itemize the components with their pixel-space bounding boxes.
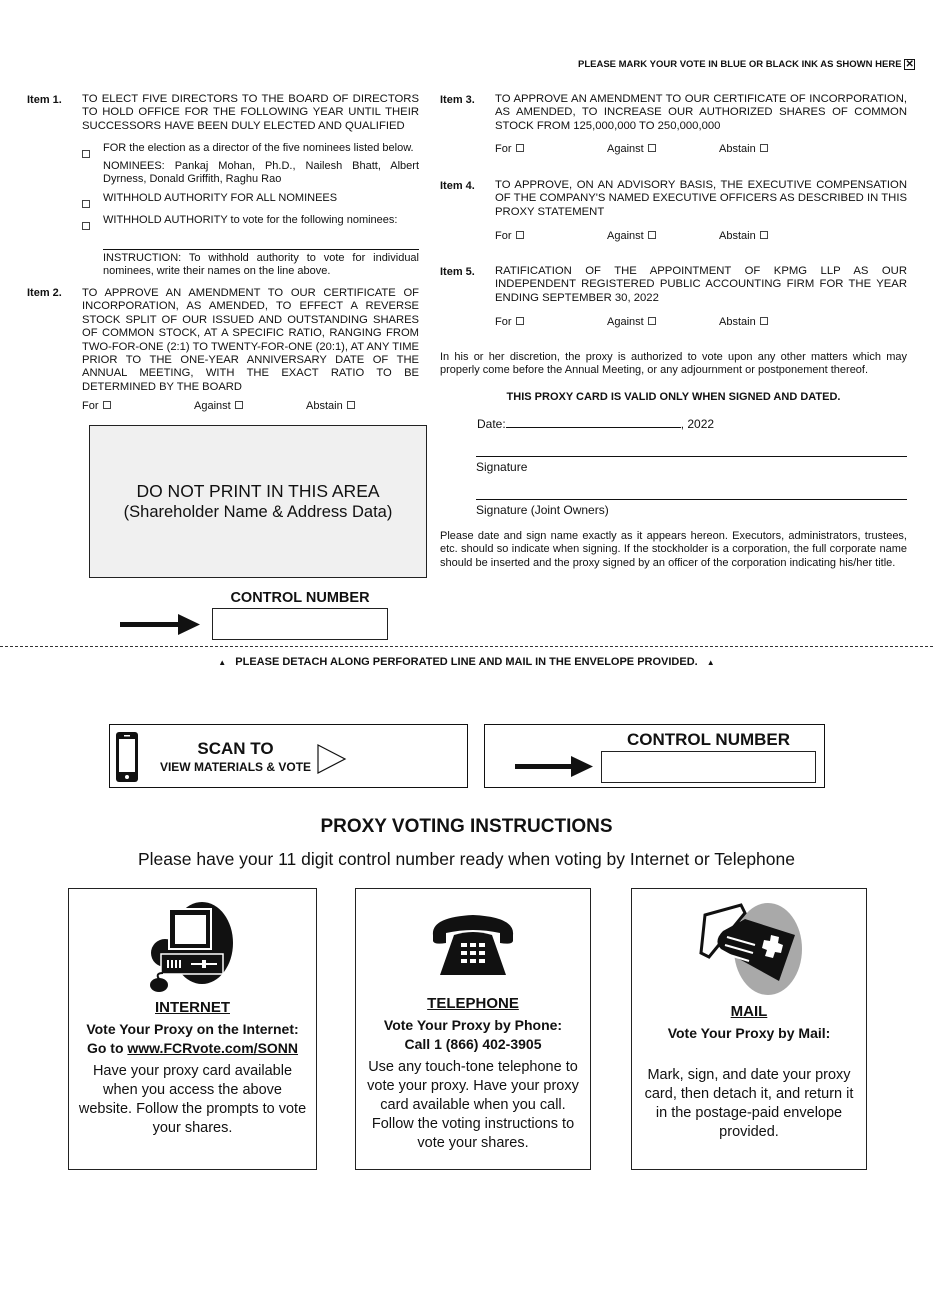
item-1-withhold-all-label: WITHHOLD AUTHORITY FOR ALL NOMINEES — [103, 192, 338, 204]
date-year: , 2022 — [680, 417, 715, 431]
signature-label: Signature — [476, 460, 528, 474]
instructions-subtitle: Please have your 11 digit control number ready when voting by Internet or Telephone — [138, 849, 795, 869]
item-4-for[interactable]: For — [495, 230, 524, 242]
internet-heading: INTERNET — [155, 999, 230, 1016]
arrow-right-icon — [515, 756, 595, 778]
item-2-against[interactable]: Against — [194, 400, 243, 412]
mail-heading: MAIL — [730, 1003, 768, 1020]
joint-signature-label: Signature (Joint Owners) — [476, 503, 609, 517]
telephone-subheading — [356, 1016, 590, 1054]
item-4-text: TO APPROVE, ON AN ADVISORY BASIS, THE EXECUTIVE COMPENSATION OF THE COMPANY'S NAMED EXECUTIVE OFFICERS AS DESCRIBED IN THIS PROXY STATEMENT — [495, 179, 907, 218]
internet-voting-link[interactable]: www.FCRvote.com/SONN — [127, 1040, 299, 1056]
item-1-withhold-some-checkbox[interactable] — [82, 217, 90, 235]
signature-line[interactable] — [476, 456, 907, 457]
mark-example-icon: ✕ — [905, 59, 914, 70]
item-2-for[interactable]: For — [82, 400, 111, 412]
address-area-subtitle: (Shareholder Name & Address Data) — [123, 503, 393, 521]
telephone-heading: TELEPHONE — [427, 995, 519, 1012]
mail-icon — [693, 897, 805, 997]
item-1-for-checkbox[interactable] — [82, 145, 90, 163]
item-3-label: Item 3. — [440, 94, 475, 106]
up-arrow-icon: ▲ — [706, 658, 715, 667]
joint-signature-line[interactable] — [476, 499, 907, 500]
item-3-abstain[interactable]: Abstain — [719, 143, 768, 155]
item-1-instruction: INSTRUCTION: To withhold authority to vote for individual nominees, write their names on the line above. — [103, 252, 419, 278]
scan-title: SCAN TO — [197, 739, 274, 758]
play-triangle-icon — [317, 744, 347, 774]
telephone-line1: Vote Your Proxy by Phone: — [383, 1017, 563, 1033]
item-5-against[interactable]: Against — [607, 316, 656, 328]
valid-notice: THIS PROXY CARD IS VALID ONLY WHEN SIGNED AND DATED. — [506, 391, 841, 403]
item-1-text: TO ELECT FIVE DIRECTORS TO THE BOARD OF DIRECTORS TO HOLD OFFICE FOR THE FOLLOWING YEAR UNTIL THEIR SUCCESSORS HAVE BEEN DULY ELECTED AND QUALIFIED — [82, 93, 419, 132]
internet-line2: Go to www.FCRvote.com/SONN — [86, 1040, 299, 1056]
control-number-label-bottom: CONTROL NUMBER — [626, 730, 791, 749]
sign-instructions: Please date and sign name exactly as it appears hereon. Executors, administrators, trustees, etc. should so indicate when signing. If the stockholder is a corporation, the full corporate name should be inserted and the proxy signed by an officer of the corporation indicating his/her title. — [440, 530, 907, 569]
control-number-box — [484, 724, 825, 788]
item-3-against[interactable]: Against — [607, 143, 656, 155]
scan-box[interactable] — [109, 724, 468, 788]
item-2-text: TO APPROVE AN AMENDMENT TO OUR CERTIFICATE OF INCORPORATION, AS AMENDED, TO EFFECT A REVERSE STOCK SPLIT OF OUR ISSUED AND OUTSTANDING SHARES OF COMMON STOCK, AT A SPECIFIC RATIO, RANGING FROM TWO-FOR-ONE (2:1) TO TWENTY-FOR-ONE (20:1), AT ANY TIME PRIOR TO THE ONE-YEAR ANNIVERSARY DATE OF THE ANNUAL MEETING, WITH THE EXACT RATIO TO BE DETERMINED BY THE BOARD — [82, 287, 419, 393]
item-1-withhold-some-label: WITHHOLD AUTHORITY to vote for the following nominees: — [103, 214, 398, 226]
item-5-abstain[interactable]: Abstain — [719, 316, 768, 328]
item-5-label: Item 5. — [440, 266, 475, 278]
address-area — [89, 425, 427, 578]
telephone-card — [355, 888, 591, 1170]
item-2-abstain[interactable]: Abstain — [306, 400, 355, 412]
discretion-text: In his or her discretion, the proxy is authorized to vote upon any other matters which may properly come before the Annual Meeting, or any adjournment or postponement thereof. — [440, 351, 907, 377]
telephone-icon — [430, 911, 516, 981]
mail-subheading: Vote Your Proxy by Mail: — [667, 1025, 831, 1041]
arrow-right-icon — [120, 614, 202, 636]
control-number-field-top[interactable] — [212, 608, 388, 640]
mail-body: Mark, sign, and date your proxy card, then detach it, and return it in the postage-paid envelope provided. — [644, 1067, 854, 1140]
scan-subtitle: VIEW MATERIALS & VOTE — [159, 760, 312, 774]
date-field[interactable] — [506, 416, 681, 428]
nominees-list: NOMINEES: Pankaj Mohan, Ph.D., Nailesh Bhatt, Albert Dyrness, Donald Griffith, Raghu Rao — [103, 160, 419, 186]
internet-subheading — [69, 1020, 316, 1058]
smartphone-icon — [115, 731, 139, 783]
control-number-field-bottom[interactable] — [601, 751, 816, 783]
telephone-body: Use any touch-tone telephone to vote your proxy. Have your proxy card available when you call. Follow the voting instructions to vote your shares. — [367, 1059, 579, 1151]
detach-notice-text: PLEASE DETACH ALONG PERFORATED LINE AND MAIL IN THE ENVELOPE PROVIDED. — [235, 656, 698, 668]
item-1-for-label: FOR the election as a director of the five nominees listed below. — [103, 142, 414, 154]
telephone-number: Call 1 (866) 402-3905 — [404, 1036, 542, 1052]
mail-card — [631, 888, 867, 1170]
address-area-title: DO NOT PRINT IN THIS AREA — [136, 481, 380, 501]
mark-instruction — [578, 59, 915, 70]
withhold-nominees-line[interactable] — [103, 249, 419, 250]
item-4-label: Item 4. — [440, 180, 475, 192]
detach-notice — [0, 656, 933, 668]
item-5-text: RATIFICATION OF THE APPOINTMENT OF KPMG LLP AS OUR INDEPENDENT REGISTERED PUBLIC ACCOUNTING FIRM FOR THE YEAR ENDING SEPTEMBER 30, 2022 — [495, 265, 907, 304]
item-2-label: Item 2. — [27, 287, 62, 299]
mark-instruction-text: PLEASE MARK YOUR VOTE IN BLUE OR BLACK INK AS SHOWN HERE — [578, 59, 902, 71]
instructions-title: PROXY VOTING INSTRUCTIONS — [320, 816, 613, 837]
item-4-abstain[interactable]: Abstain — [719, 230, 768, 242]
item-1-withhold-all-checkbox[interactable] — [82, 195, 90, 213]
computer-icon — [147, 901, 239, 995]
item-3-text: TO APPROVE AN AMENDMENT TO OUR CERTIFICATE OF INCORPORATION, AS AMENDED, TO INCREASE OUR AUTHORIZED SHARES OF COMMON STOCK FROM 125,000,000 TO 250,000,000 — [495, 93, 907, 132]
item-1-label: Item 1. — [27, 94, 62, 106]
item-5-for[interactable]: For — [495, 316, 524, 328]
internet-body: Have your proxy card available when you access the above website. Follow the prompts to vote your shares. — [78, 1063, 307, 1136]
internet-line1: Vote Your Proxy on the Internet: — [86, 1021, 299, 1037]
item-3-for[interactable]: For — [495, 143, 524, 155]
perforated-line — [0, 646, 933, 647]
date-row — [477, 416, 714, 431]
internet-card — [68, 888, 317, 1170]
control-number-label-top: CONTROL NUMBER — [230, 590, 370, 606]
item-4-against[interactable]: Against — [607, 230, 656, 242]
up-arrow-icon: ▲ — [218, 658, 227, 667]
date-label: Date: — [477, 417, 506, 431]
